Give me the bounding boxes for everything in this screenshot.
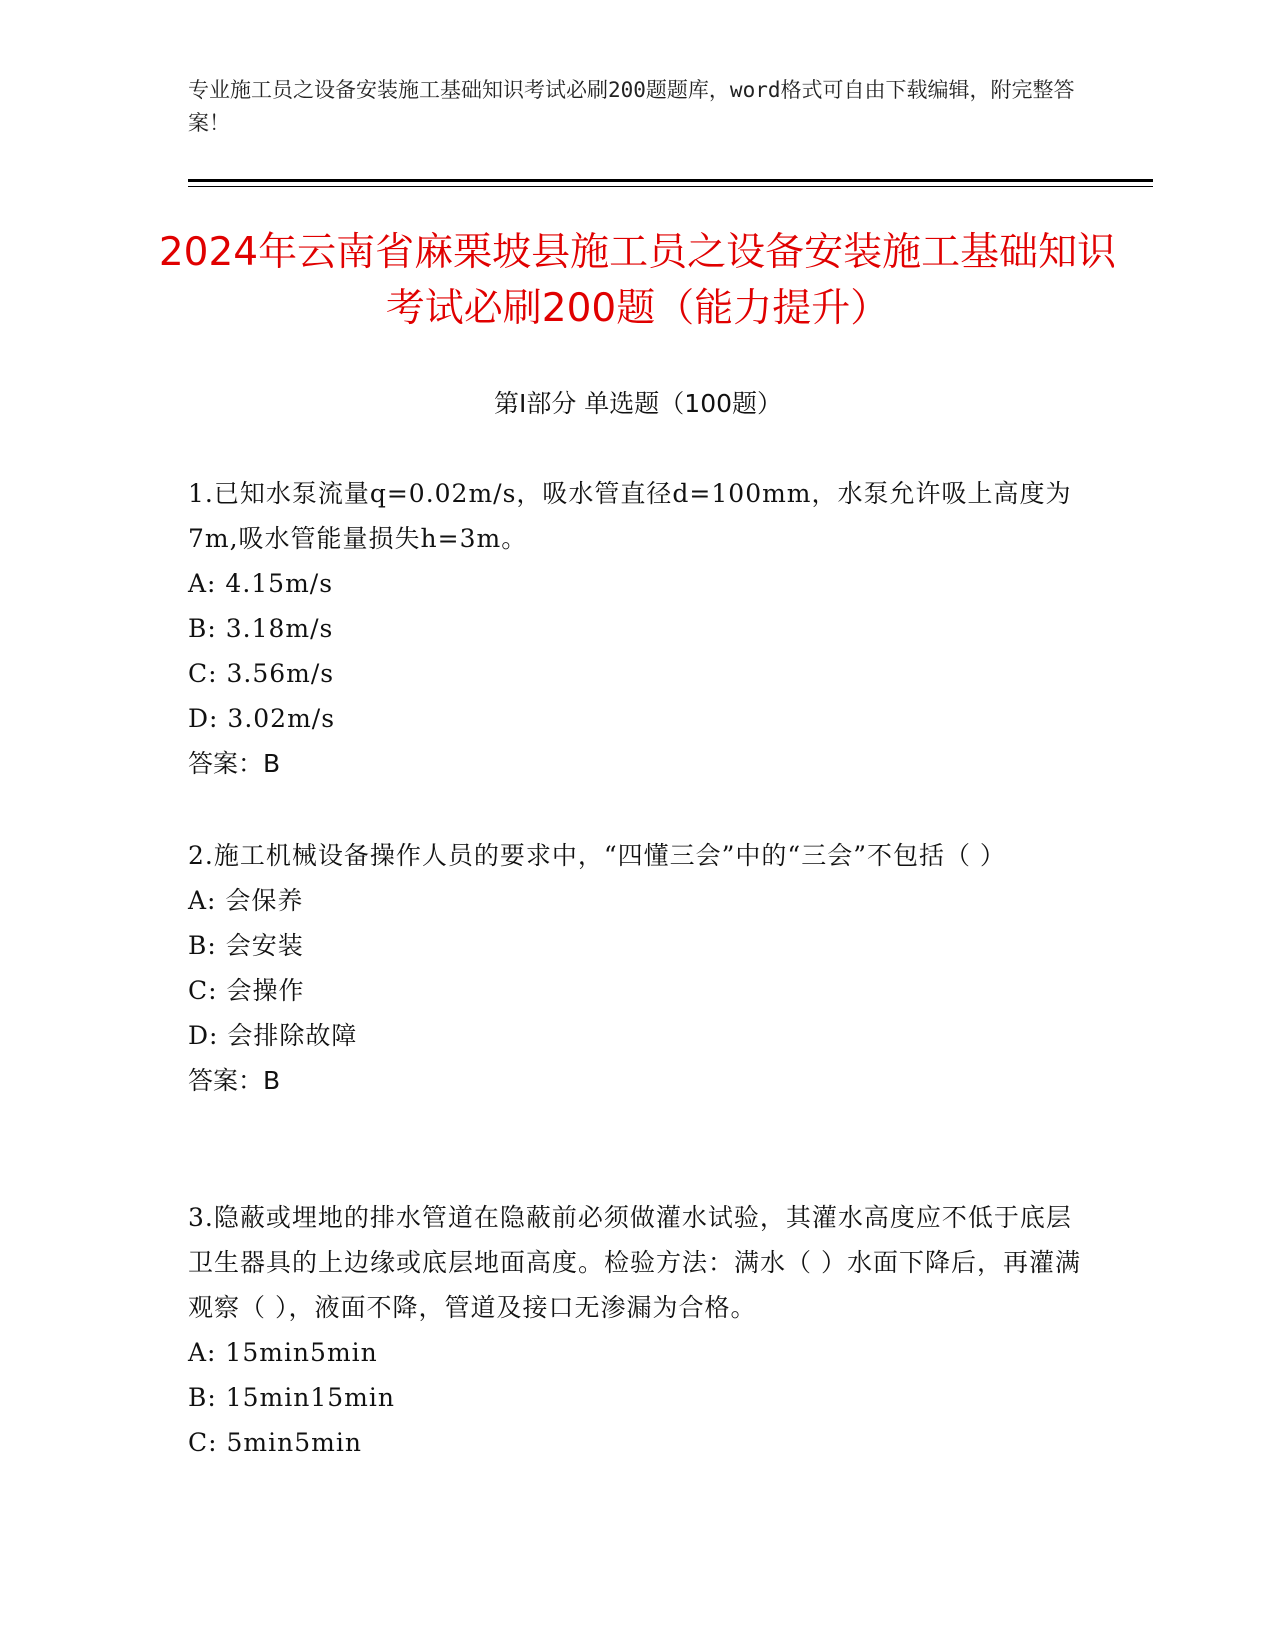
option-d: D: 3.02m/s <box>188 704 336 733</box>
question-stem: 1.已知水泵流量q=0.02m/s，吸水管直径d=100mm，水泵允许吸上高度为7m,吸水管能量损失h=3m。 <box>188 479 1072 553</box>
question-2 <box>188 833 1088 1103</box>
question-stem: 3.隐蔽或埋地的排水管道在隐蔽前必须做灌水试验，其灌水高度应不低于底层卫生器具的上边缘或底层地面高度。检验方法：满水（ ）水面下降后，再灌满观察（ ），液面不降，管道及接口无渗漏为合格。 <box>188 1203 1081 1322</box>
option-b: B: 3.18m/s <box>188 614 334 643</box>
document-title: 2024年云南省麻栗坡县施工员之设备安装施工基础知识考试必刷200题（能力提升） <box>158 230 1117 331</box>
header-rule-thick <box>188 179 1153 182</box>
answer: 答案：B <box>188 749 281 778</box>
option-c: C: 3.56m/s <box>188 659 335 688</box>
option-a: A: 会保养 <box>188 886 304 915</box>
question-3 <box>188 1195 1088 1465</box>
header-note: 专业施工员之设备安装施工基础知识考试必刷200题题库，word格式可自由下载编辑，附完整答案！ <box>188 78 1075 135</box>
question-1 <box>188 471 1088 786</box>
option-b: B: 15min15min <box>188 1383 395 1412</box>
header-rule-thin <box>188 186 1153 187</box>
option-c: C: 5min5min <box>188 1428 362 1457</box>
option-a: A: 15min5min <box>188 1338 378 1367</box>
option-c: C: 会操作 <box>188 976 305 1005</box>
option-a: A: 4.15m/s <box>188 569 334 598</box>
option-d: D: 会排除故障 <box>188 1021 358 1050</box>
question-stem: 2.施工机械设备操作人员的要求中，“四懂三会”中的“三会”不包括（ ） <box>188 841 1006 870</box>
option-b: B: 会安装 <box>188 931 304 960</box>
section-title: 第Ⅰ部分 单选题（100题） <box>493 389 783 418</box>
answer: 答案：B <box>188 1066 281 1095</box>
